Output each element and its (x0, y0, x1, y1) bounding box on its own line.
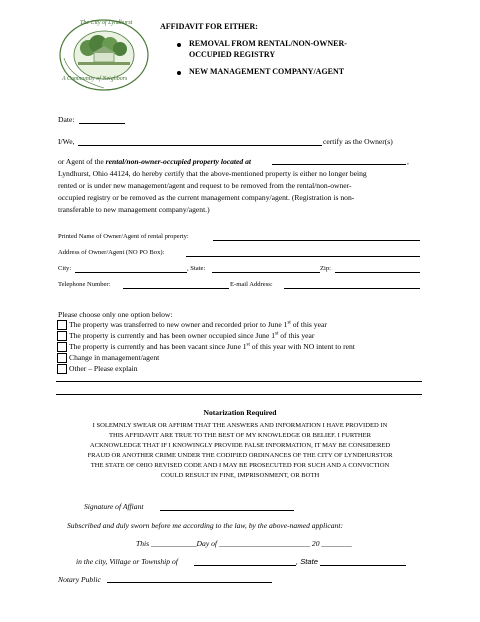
option-text: of this year (290, 320, 327, 329)
seal-top-text: The City of Lyndhurst (80, 20, 133, 26)
agent-bold-text: rental/non-owner-occupied property located at (105, 157, 251, 166)
printed-name-label: Printed Name of Owner/Agent of rental property: (58, 233, 189, 240)
option-owner-occupied-label (69, 331, 314, 340)
notary-state-label: , State (296, 557, 318, 566)
agent-prefix: or Agent of the (58, 157, 106, 166)
option-owner-occupied-checkbox[interactable] (57, 331, 67, 341)
option-other-label: Other – Please explain (69, 364, 138, 373)
notarization-title: Notarization Required (203, 408, 277, 417)
email-field[interactable] (284, 288, 420, 289)
notarization-text-line4: FRAUD OR ANOTHER CRIME UNDER THE CODIFIED ORDINANCES OF THE CITY OF LYNDHURSTOR (87, 452, 393, 459)
option-change-management-label: Change in management/agent (69, 353, 160, 362)
form-title: AFFIDAVIT FOR EITHER: (160, 22, 258, 31)
iwe-suffix: certify as the Owner(s) (323, 137, 393, 146)
date-label: Date: (58, 115, 75, 124)
agent-line (58, 157, 251, 166)
zip-label: Zip: (320, 265, 331, 272)
option-transferred-label (69, 320, 327, 329)
option-text: of this year (278, 331, 315, 340)
iwe-label: I/We, (58, 137, 75, 146)
option-text: The property was transferred to new owner and recorded prior to June 1 (69, 320, 288, 329)
certification-paragraph-line2: rented or is under new management/agent and request to be removed from the rental/non-owner- (58, 181, 352, 190)
property-address-field[interactable] (272, 164, 406, 165)
bullet-icon (177, 43, 181, 47)
zip-field[interactable] (335, 272, 420, 273)
notarization-text-line2: THIS AFFIDAVIT ARE TRUE TO THE BEST OF MY KNOWLEDGE OR BELIEF. I FURTHER (108, 432, 372, 439)
affiant-signature-field[interactable] (160, 510, 294, 511)
heading-option-removal-line1: REMOVAL FROM RENTAL/NON-OWNER- (189, 39, 347, 48)
option-other-checkbox[interactable] (57, 364, 67, 374)
explain-line-2[interactable] (56, 394, 422, 395)
option-vacant-label (69, 342, 355, 351)
notary-state-field[interactable] (320, 565, 406, 566)
seal-bottom-text: A Community of Neighbors (62, 76, 128, 82)
explain-line-1[interactable] (56, 381, 422, 382)
notarization-text-line1: I SOLEMNLY SWEAR OR AFFIRM THAT THE ANSWERS AND INFORMATION I HAVE PROVIDED IN (92, 422, 388, 429)
option-text: The property is currently and has been vacant since June 1 (69, 342, 247, 351)
date-field[interactable] (79, 123, 125, 124)
bullet-icon (177, 71, 181, 75)
state-label: , State: (187, 265, 206, 272)
address-field[interactable] (186, 256, 420, 257)
address-label: Address of Owner/Agent (NO PO Box): (58, 249, 165, 256)
email-label: E-mail Address: (230, 281, 273, 288)
option-transferred-checkbox[interactable] (57, 320, 67, 330)
heading-option-new-management: NEW MANAGEMENT COMPANY/AGENT (189, 67, 345, 76)
notary-public-label: Notary Public (58, 575, 101, 584)
notarization-text-line3: ACKNOWLEDGE THAT IF I KNOWINGLY PROVIDE FALSE INFORMATION, IT MAY BE CONSIDERED (89, 442, 391, 449)
notary-public-field[interactable] (107, 582, 272, 583)
option-text: of this year with NO intent to rent (249, 342, 355, 351)
city-seal-logo (58, 18, 150, 92)
notarization-text-line5: THE STATE OF OHIO REVISED CODE AND I MAY BE PROSECUTED FOR SUCH AND A CONVICTION (90, 462, 390, 469)
city-village-label: in the city, Village or Township of (76, 557, 178, 566)
ordinal-suffix: st (287, 320, 291, 326)
heading-option-removal-line2: OCCUPIED REGISTRY (189, 50, 276, 59)
city-village-field[interactable] (194, 565, 296, 566)
city-field[interactable] (75, 272, 187, 273)
option-vacant-checkbox[interactable] (57, 342, 67, 352)
ordinal-suffix: st (246, 342, 250, 348)
certification-paragraph-line1: Lyndhurst, Ohio 44124, do hereby certify that the above-mentioned property is either no longer being (58, 169, 367, 178)
affiant-signature-label: Signature of Affiant (84, 502, 144, 511)
certification-paragraph-line3: occupied registry or be removed as the current management company/agent. (Registration is non- (58, 193, 355, 202)
sworn-statement: Subscribed and duly sworn before me according to the law, by the above-named applicant: (67, 521, 343, 530)
telephone-field[interactable] (123, 288, 229, 289)
ordinal-suffix: st (275, 331, 279, 337)
state-field[interactable] (212, 272, 320, 273)
option-change-management-checkbox[interactable] (57, 353, 67, 363)
telephone-label: Telephone Number: (58, 281, 111, 288)
printed-name-field[interactable] (213, 240, 420, 241)
certification-paragraph-line4: transferable to new management company/agent.) (58, 205, 210, 214)
option-text: The property is currently and has been owner occupied since June 1 (69, 331, 276, 340)
city-label: City: (58, 265, 72, 272)
owner-names-field[interactable] (78, 145, 322, 146)
day-of-line[interactable]: This ____________Day of ________________________ 20 ________ (136, 539, 352, 548)
agent-comma: , (407, 157, 409, 166)
notarization-text-line6: COULD RESULT IN FINE, IMPRISONMENT, OR BOTH (160, 472, 320, 479)
options-prompt: Please choose only one option below: (58, 310, 173, 319)
